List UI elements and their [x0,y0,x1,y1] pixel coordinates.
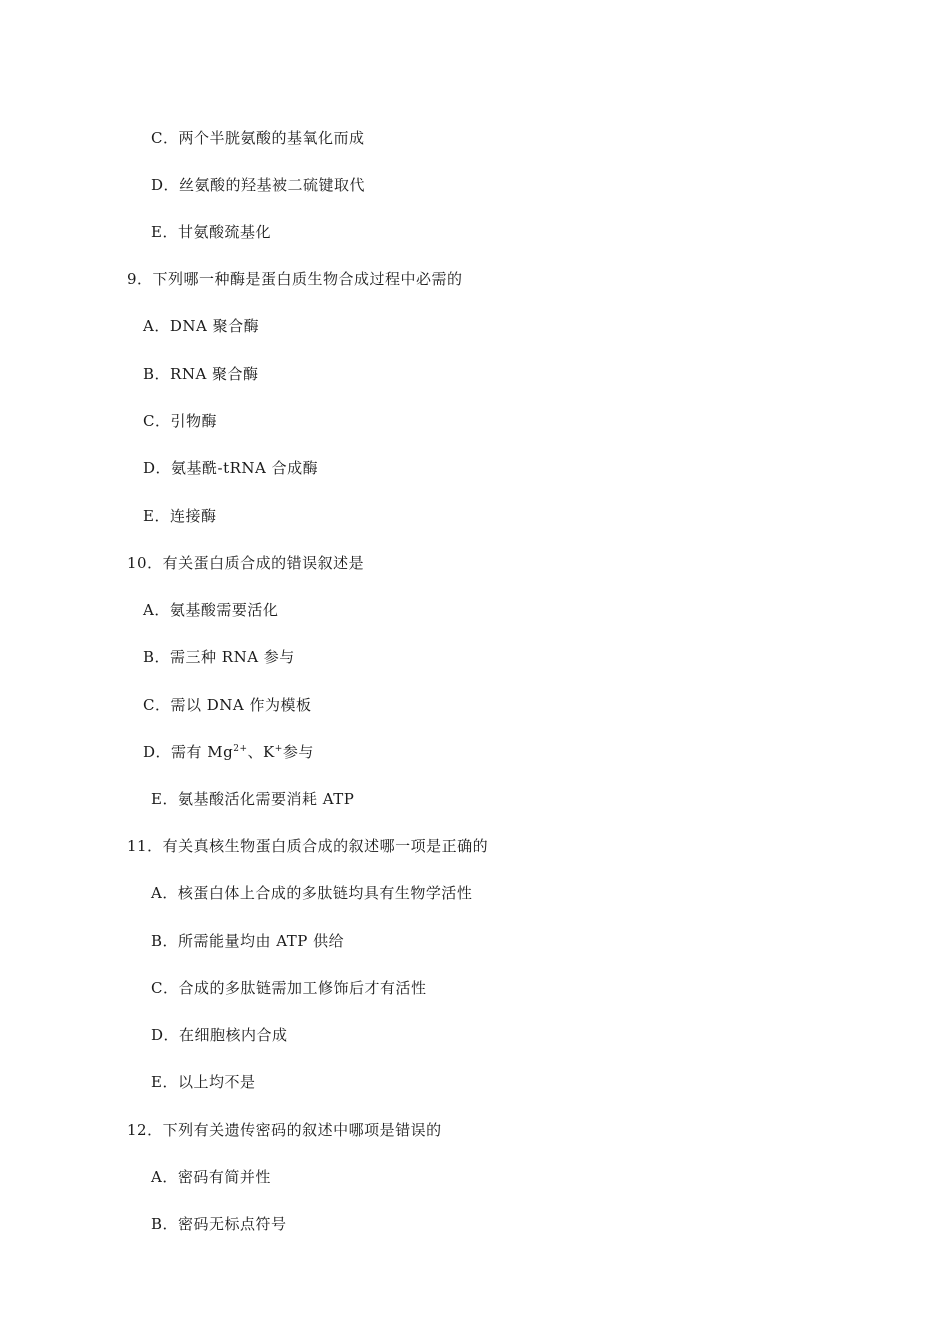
q11-stem: 11．有关真核生物蛋白质合成的叙述哪一项是正确的 [127,837,489,855]
q8-option-c: C．两个半胱氨酸的基氧化而成 [151,129,365,147]
q11-option-e: E．以上均不是 [151,1073,256,1091]
q10-option-d-k-charge: + [274,744,283,754]
q10-option-c: C．需以 DNA 作为模板 [143,696,312,714]
q11-option-b: B．所需能量均由 ATP 供给 [151,932,345,950]
q10-option-d-mid: 、K [247,743,275,761]
q11-option-c: C．合成的多肽链需加工修饰后才有活性 [151,979,427,997]
q11-option-d: D．在细胞核内合成 [151,1026,288,1044]
q10-option-a: A．氨基酸需要活化 [143,601,279,619]
q12-option-b: B．密码无标点符号 [151,1215,287,1233]
q10-option-d [143,742,314,762]
q8-option-d: D．丝氨酸的羟基被二硫键取代 [151,176,366,194]
q10-option-e: E．氨基酸活化需要消耗 ATP [151,790,355,808]
q9-stem: 9．下列哪一种酶是蛋白质生物合成过程中必需的 [127,270,463,288]
q9-option-b: B．RNA 聚合酶 [143,365,259,383]
q9-option-c: C．引物酶 [143,412,217,430]
q9-option-e: E．连接酶 [143,507,217,525]
q9-option-d: D．氨基酰-tRNA 合成酶 [143,459,319,477]
q11-option-a: A．核蛋白体上合成的多肽链均具有生物学活性 [151,884,473,902]
q9-option-a: A．DNA 聚合酶 [143,317,260,335]
q10-option-b: B．需三种 RNA 参与 [143,648,295,666]
q12-option-a: A．密码有简并性 [151,1168,271,1186]
q10-option-d-mg-charge: 2+ [233,744,248,754]
q12-stem: 12．下列有关遗传密码的叙述中哪项是错误的 [127,1121,442,1139]
q10-option-d-prefix: D．需有 Mg [143,743,234,761]
q10-stem: 10．有关蛋白质合成的错误叙述是 [127,554,365,572]
q8-option-e: E．甘氨酸巯基化 [151,223,271,241]
q10-option-d-suffix: 参与 [282,743,314,761]
